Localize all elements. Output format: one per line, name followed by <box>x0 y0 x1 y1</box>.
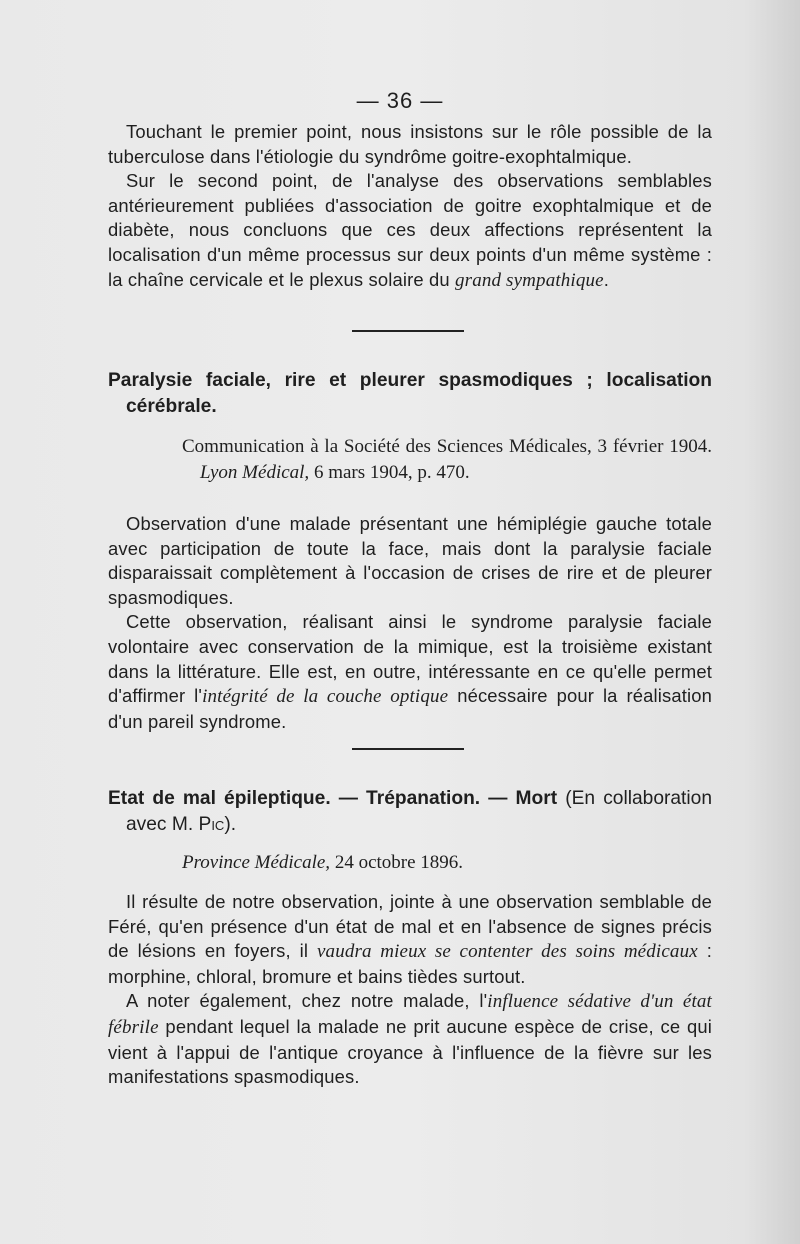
section-2-title <box>108 786 712 838</box>
intro-p2-end: . <box>603 268 610 290</box>
page-number: — 36 — <box>356 88 444 113</box>
intro-paragraph-2 <box>108 169 712 293</box>
section-1-title: Paralysie faciale, rire et pleurer spasmodiques ; localisation cérébrale. <box>108 370 712 417</box>
intro-p2-emphasis: grand sympathique <box>455 269 604 291</box>
section-2-paragraph-2 <box>108 989 712 1089</box>
section-1-p2-text: Cette observation, réalisant ainsi le syndrome paralysie faciale volontaire avec conservation de la mimique, est la troisième existant dans la littérature. Elle est, en outre, intéressante en ce qu'elle permet d'affirmer l' <box>108 611 712 707</box>
section-2-p2-end: pendant lequel la malade ne prit aucune espèce de crise, ce qui vient à l'appui de l'antique croyance à l'influence de la fièvre sur les manifestations spasmodiques. <box>108 1015 712 1088</box>
intro-paragraph-1: Touchant le premier point, nous insistons sur le rôle possible de la tuberculose dans l'étiologie du syndrôme goitre-exophtalmique. <box>108 121 712 167</box>
section-2-ref-date: 24 octobre 1896. <box>330 852 464 873</box>
section-2-title-author: Pic <box>198 814 225 835</box>
intro-block <box>108 120 712 293</box>
section-2-reference <box>108 850 712 876</box>
section-2-title-end: ). <box>224 814 237 835</box>
section-2-p1-end: : morphine, chloral, bromure et bains tièdes surtout. <box>108 940 712 987</box>
section-2-p1-text: Il résulte de notre observation, jointe à une observation semblable de Féré, qu'en présence d'un état de mal et en l'absence de signes précis de lésions en foyers, il <box>108 891 712 962</box>
section-2-p2-emphasis: influence sédative d'un état fébrile <box>108 991 712 1038</box>
section-1-p2-emphasis: intégrité de la couche optique <box>202 686 449 708</box>
section-2-title-bold: Etat de mal épileptique. — Trépanation. — Mort <box>108 788 558 809</box>
section-1-ref-journal: Lyon Médical, <box>200 462 310 483</box>
section-2-ref-journal: Province Médicale, <box>182 852 331 873</box>
section-1-paragraph-2 <box>108 610 712 734</box>
section-1 <box>108 368 712 734</box>
section-divider-1 <box>352 330 464 332</box>
section-2 <box>108 786 712 1090</box>
section-1-p2-end: nécessaire pour la réalisation d'un pareil syndrome. <box>108 685 712 732</box>
section-1-paragraph-1: Observation d'une malade présentant une hémiplégie gauche totale avec participation de toute la face, mais dont la paralysie faciale disparaissait complètement à l'occasion de crises de rire et de pleurer spasmodiques. <box>108 513 712 608</box>
section-2-paragraph-1 <box>108 890 712 989</box>
section-1-reference <box>108 434 712 486</box>
section-2-p1-emphasis: vaudra mieux se contenter des soins médicaux <box>316 941 698 963</box>
intro-p2-text: Sur le second point, de l'analyse des observations semblables antérieurement publiées d'association de goitre exophtalmique et de diabète, nous concluons que ces deux affections représentent la localisation d'un même processus sur deux points d'un même système : la chaîne cervicale et le plexus solaire du <box>108 170 712 290</box>
section-2-p2-text: A noter également, chez notre malade, l' <box>126 990 488 1012</box>
section-divider-2 <box>352 748 464 750</box>
section-1-ref-text: Communication à la Société des Sciences Médicales, 3 février 1904. <box>182 436 712 457</box>
section-1-ref-date: 6 mars 1904, p. 470. <box>309 462 470 483</box>
section-2-title-collab: (En collaboration avec M. <box>126 788 712 835</box>
